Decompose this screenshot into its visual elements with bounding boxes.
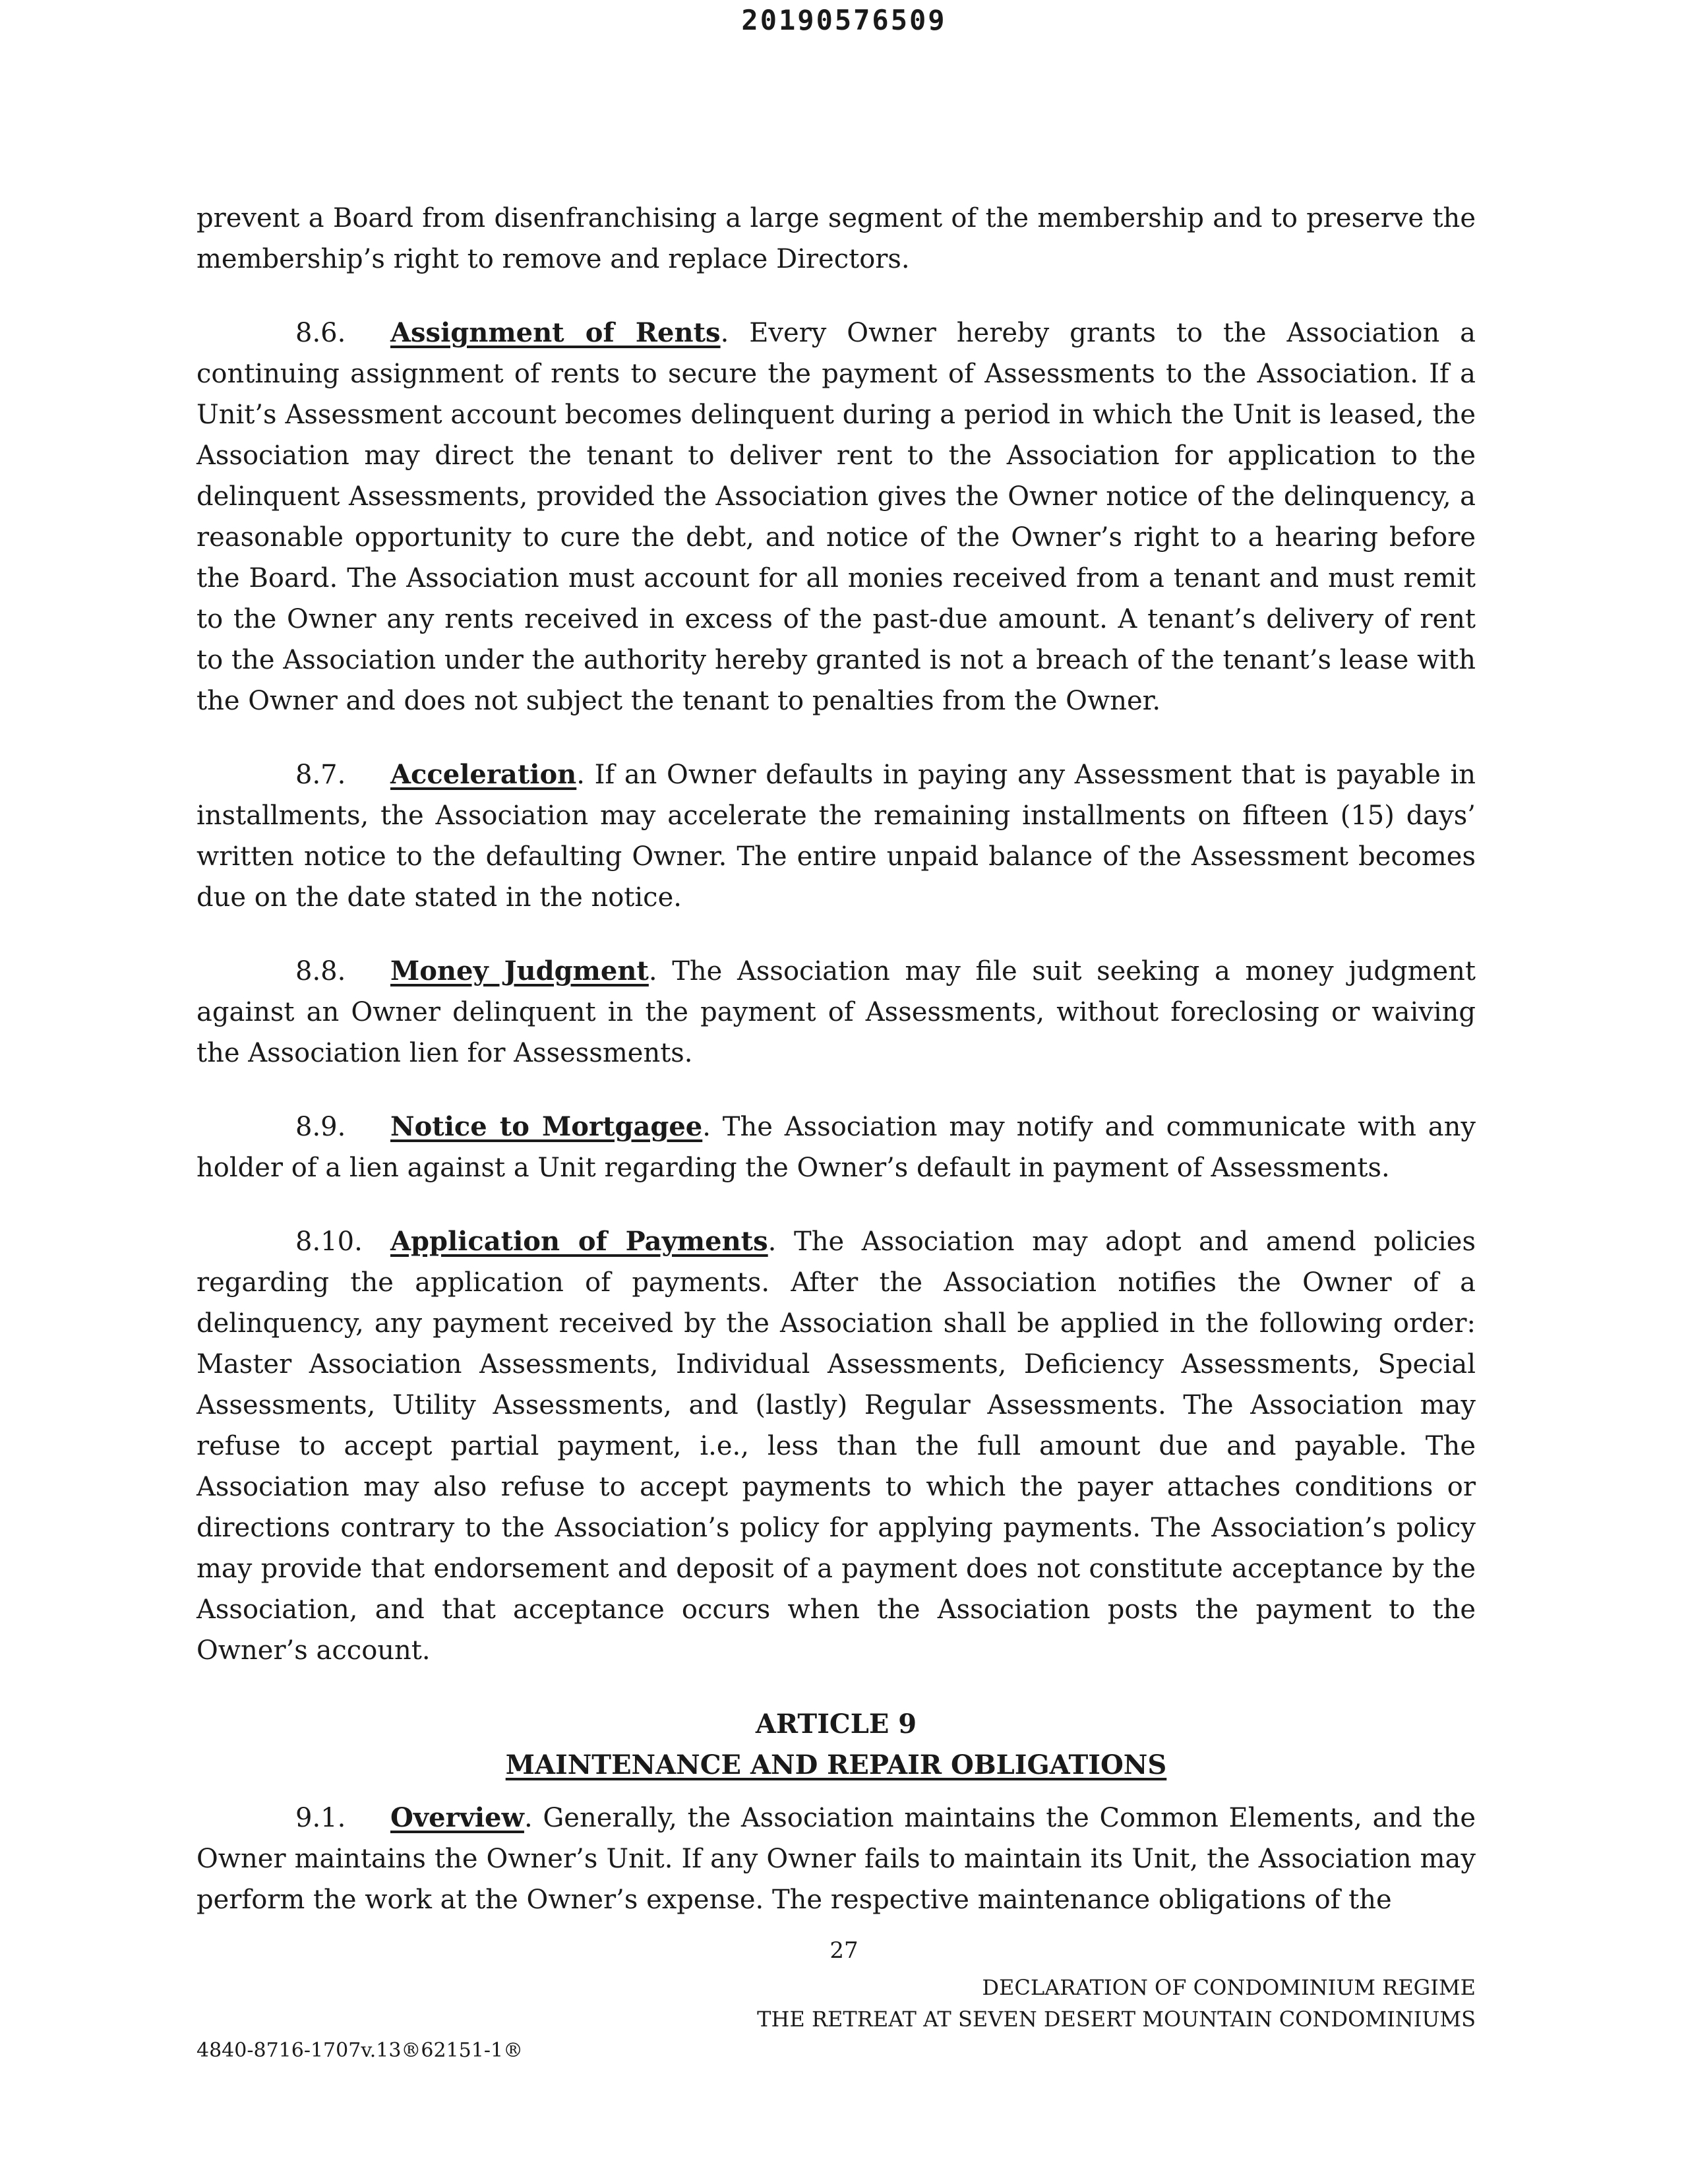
section-text: . The Association may notify and communicate with any holder of a lien against a Unit regarding the Owner’s default in payment of Assessments. bbox=[196, 1112, 1476, 1183]
section-number: 8.7. bbox=[295, 760, 346, 790]
footer-title-line-2: THE RETREAT AT SEVEN DESERT MOUNTAIN CONDOMINIUMS bbox=[757, 2007, 1476, 2032]
section-8-6 bbox=[196, 313, 1476, 721]
section-number: 9.1. bbox=[295, 1803, 346, 1833]
article-heading bbox=[196, 1704, 1476, 1786]
section-8-8 bbox=[196, 951, 1476, 1074]
page-number: 27 bbox=[829, 1937, 859, 1964]
section-title: Acceleration bbox=[390, 759, 577, 790]
section-number: 8.9. bbox=[295, 1112, 346, 1142]
intro-paragraph: prevent a Board from disenfranchising a large segment of the membership and to preserve the membership’s right to remove and replace Directors. bbox=[196, 203, 1476, 274]
section-title: Money Judgment bbox=[390, 956, 649, 986]
section-text: . The Association may adopt and amend policies regarding the application of payments. After the Association notifies the Owner of a delinquency, any payment received by the Association shall be applied in the following order: Master Association Assessments, Individual Assessments, Deficiency Assessments, Special Assessments, Utility Assessments, and (lastly) Regular Assessments. The Association may refuse to accept partial payment, i.e., less than the full amount due and payable. The Association may also refuse to accept payments to which the payer attaches conditions or directions contrary to the Association’s policy for applying payments. The Association’s policy may provide that endorsement and deposit of a payment does not constitute acceptance by the Association, and that acceptance occurs when the Association posts the payment to the Owner’s account. bbox=[196, 1227, 1476, 1666]
section-text: . Every Owner hereby grants to the Association a continuing assignment of rents to secure the payment of Assessments to the Association. If a Unit’s Assessment account becomes delinquent during a period in which the Unit is leased, the Association may direct the tenant to deliver rent to the Association for application to the delinquent Assessments, provided the Association gives the Owner notice of the delinquency, a reasonable opportunity to cure the debt, and notice of the Owner’s right to a hearing before the Board. The Association must account for all monies received from a tenant and must remit to the Owner any rents received in excess of the past-due amount. A tenant’s delivery of rent to the Association under the authority hereby granted is not a breach of the tenant’s lease with the Owner and does not subject the tenant to penalties from the Owner. bbox=[196, 318, 1476, 716]
section-8-9 bbox=[196, 1107, 1476, 1188]
section-text: . Generally, the Association maintains the Common Elements, and the Owner maintains the Owner’s Unit. If any Owner fails to maintain its Unit, the Association may perform the work at the Owner’s expense. The respective maintenance obligations of the bbox=[196, 1803, 1476, 1915]
section-text: . The Association may file suit seeking a money judgment against an Owner delinquent in the payment of Assessments, without foreclosing or waiving the Association lien for Assessments. bbox=[196, 956, 1476, 1068]
footer-title-line-1: DECLARATION OF CONDOMINIUM REGIME bbox=[982, 1975, 1476, 2000]
section-8-10 bbox=[196, 1221, 1476, 1671]
section-text: . If an Owner defaults in paying any Assessment that is payable in installments, the Association may accelerate the remaining installments on fifteen (15) days’ written notice to the defaulting Owner. The entire unpaid balance of the Assessment becomes due on the date stated in the notice. bbox=[196, 760, 1476, 913]
footer-document-title bbox=[757, 1972, 1476, 2035]
section-title: Application of Payments bbox=[390, 1226, 768, 1257]
section-number: 8.10. bbox=[295, 1227, 363, 1257]
section-9-1 bbox=[196, 1798, 1476, 1920]
section-title: Assignment of Rents bbox=[390, 317, 721, 348]
section-number: 8.8. bbox=[295, 956, 346, 986]
document-body bbox=[196, 198, 1476, 1953]
section-title: Notice to Mortgagee bbox=[390, 1111, 703, 1142]
document-number: 20190576509 bbox=[741, 4, 947, 36]
section-number: 8.6. bbox=[295, 318, 346, 348]
article-title: MAINTENANCE AND REPAIR OBLIGATIONS bbox=[505, 1749, 1167, 1780]
section-8-7 bbox=[196, 754, 1476, 918]
article-number: ARTICLE 9 bbox=[755, 1709, 917, 1740]
footer-document-id: 4840-8716-1707v.13®62151-1® bbox=[196, 2039, 524, 2062]
section-title: Overview bbox=[390, 1802, 524, 1833]
